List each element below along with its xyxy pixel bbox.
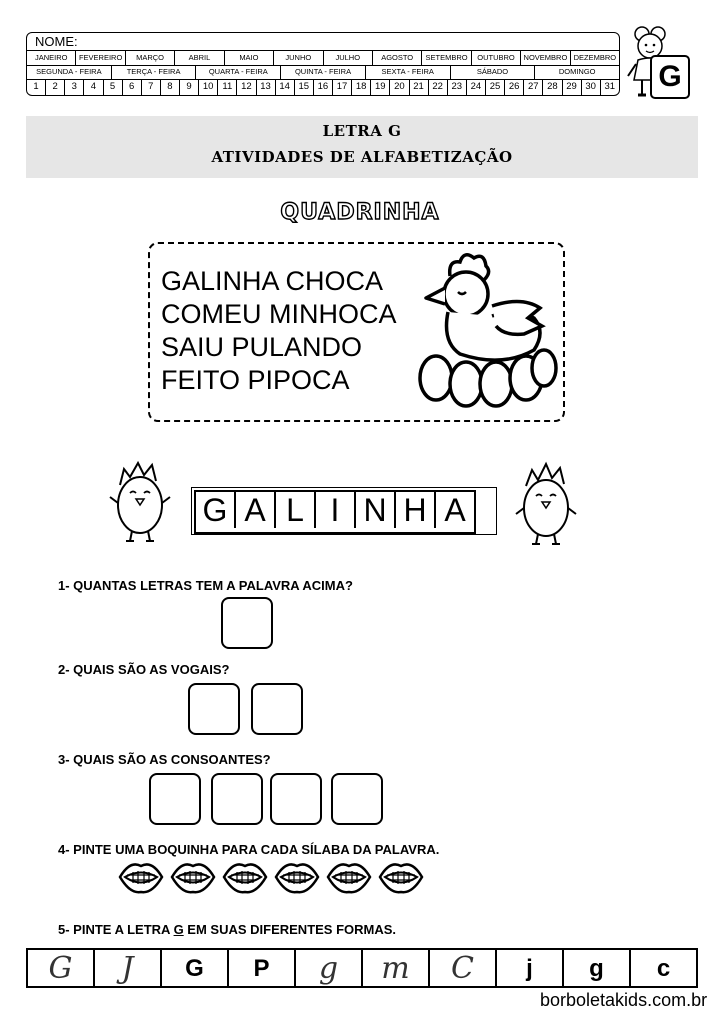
answer-box-vowel[interactable] [251,683,303,735]
letter-form-cell[interactable]: G [162,950,229,986]
letter-form-cell[interactable]: P [229,950,296,986]
day-number-cell[interactable]: 3 [65,79,84,95]
day-number-cell[interactable]: 12 [237,79,256,95]
hen-on-eggs-illustration [412,246,560,418]
day-number-cell[interactable]: 21 [410,79,429,95]
question-3: 3- QUAIS SÃO AS CONSOANTES? [58,752,271,767]
title-banner [26,116,698,178]
day-number-cell[interactable]: 24 [467,79,486,95]
answer-box-consonant[interactable] [270,773,322,825]
question-5 [58,922,396,937]
letter-form-cell[interactable]: m [363,950,430,986]
day-number-cell[interactable]: 22 [429,79,448,95]
day-number-cell[interactable]: 19 [371,79,390,95]
day-number-cell[interactable]: 4 [84,79,103,95]
day-number-cell[interactable]: 28 [543,79,562,95]
question-4: 4- PINTE UMA BOQUINHA PARA CADA SÍLABA DA PALAVRA. [58,842,440,857]
letter-badge: G [650,55,690,99]
day-number-cell[interactable]: 11 [218,79,237,95]
word-letter: H [396,492,436,528]
question-5-letter: G [173,922,184,937]
mouth-icon[interactable] [378,858,424,896]
weekday-cell[interactable]: SEGUNDA - FEIRA [27,65,112,79]
banner-title: LETRA G [322,122,402,140]
day-number-cell[interactable]: 9 [180,79,199,95]
question-2: 2- QUAIS SÃO AS VOGAIS? [58,662,230,677]
weekday-cell[interactable]: SÁBADO [451,65,536,79]
day-number-cell[interactable]: 20 [390,79,409,95]
weekday-cell[interactable]: QUINTA - FEIRA [281,65,366,79]
day-number-cell[interactable]: 16 [314,79,333,95]
word-letter: L [276,492,316,528]
day-number-cell[interactable]: 26 [505,79,524,95]
month-cell[interactable]: NOVEMBRO [521,50,570,65]
weekday-cell[interactable]: QUARTA - FEIRA [196,65,281,79]
answer-box-consonant[interactable] [149,773,201,825]
day-number-cell[interactable]: 14 [276,79,295,95]
name-label: NOME: [35,34,78,49]
answer-box-letter-count[interactable] [221,597,273,649]
weekdays-row [27,65,619,80]
answer-box-vowel[interactable] [188,683,240,735]
poem-line: SAIU PULANDO [161,332,363,362]
day-number-cell[interactable]: 15 [295,79,314,95]
day-number-cell[interactable]: 18 [352,79,371,95]
question-5-suffix: EM SUAS DIFERENTES FORMAS. [183,922,397,937]
mouth-icon[interactable] [170,858,216,896]
word-letter: G [196,492,236,528]
chick-illustration-right [514,458,578,546]
word-galinha [194,490,476,534]
chick-illustration-left [108,455,172,543]
letter-form-cell[interactable]: g [564,950,631,986]
month-cell[interactable]: JANEIRO [27,50,76,65]
day-number-cell[interactable]: 27 [524,79,543,95]
poem-title: QUADRINHA [280,200,440,225]
header-table [26,32,620,96]
day-number-cell[interactable]: 6 [123,79,142,95]
mouth-icon[interactable] [326,858,372,896]
word-letter: I [316,492,356,528]
mouth-icon[interactable] [118,858,164,896]
site-url: borboletakids.com.br [540,990,708,1010]
letter-form-cell[interactable]: G [28,950,95,986]
poem-line: COMEU MINHOCA [161,299,397,329]
day-number-cell[interactable]: 23 [448,79,467,95]
weekday-cell[interactable]: TERÇA - FEIRA [112,65,197,79]
day-number-cell[interactable]: 25 [486,79,505,95]
day-number-cell[interactable]: 7 [142,79,161,95]
months-row [27,50,619,66]
answer-box-consonant[interactable] [211,773,263,825]
month-cell[interactable]: SETEMBRO [422,50,471,65]
day-number-cell[interactable]: 10 [199,79,218,95]
day-number-cell[interactable]: 2 [46,79,65,95]
mouth-icon[interactable] [274,858,320,896]
month-cell[interactable]: ABRIL [175,50,224,65]
day-number-cell[interactable]: 1 [27,79,46,95]
question-1: 1- QUANTAS LETRAS TEM A PALAVRA ACIMA? [58,578,353,593]
month-cell[interactable]: AGOSTO [373,50,422,65]
day-number-cell[interactable]: 13 [257,79,276,95]
word-letter: N [356,492,396,528]
word-letter: A [444,492,466,528]
poem-line: GALINHA CHOCA [161,266,384,296]
banner-subtitle: ATIVIDADES DE ALFABETIZAÇÃO [211,148,513,166]
poem-line: FEITO PIPOCA [161,365,350,395]
question-5-prefix: 5- PINTE A LETRA [58,922,174,937]
letter-form-cell[interactable]: J [95,950,162,986]
letter-form-cell[interactable]: j [497,950,564,986]
day-number-cell[interactable]: 8 [161,79,180,95]
poem-box [148,242,565,422]
day-number-cell[interactable]: 29 [563,79,582,95]
letter-form-cell[interactable]: C [430,950,497,986]
mouth-icon[interactable] [222,858,268,896]
month-cell[interactable]: OUTUBRO [472,50,521,65]
syllable-mouths [118,858,424,896]
day-number-cell[interactable]: 17 [333,79,352,95]
month-cell[interactable]: JULHO [324,50,373,65]
day-number-cell[interactable]: 31 [604,81,616,92]
day-number-cell[interactable]: 30 [582,79,601,95]
month-cell[interactable]: JUNHO [274,50,323,65]
letter-form-cell[interactable]: c [656,955,671,982]
month-cell[interactable]: DEZEMBRO [573,53,617,62]
answer-box-consonant[interactable] [331,773,383,825]
day-numbers-row [27,79,619,95]
day-number-cell[interactable]: 5 [104,79,123,95]
name-row[interactable] [27,33,619,51]
month-cell[interactable]: MAIO [225,50,274,65]
weekday-cell[interactable]: SEXTA - FEIRA [366,65,451,79]
weekday-cell[interactable]: DOMINGO [558,67,596,76]
letter-forms-row [26,948,698,988]
letter-form-cell[interactable]: g [296,950,363,986]
month-cell[interactable]: MARÇO [126,50,175,65]
month-cell[interactable]: FEVEREIRO [76,50,125,65]
word-letter: A [236,492,276,528]
